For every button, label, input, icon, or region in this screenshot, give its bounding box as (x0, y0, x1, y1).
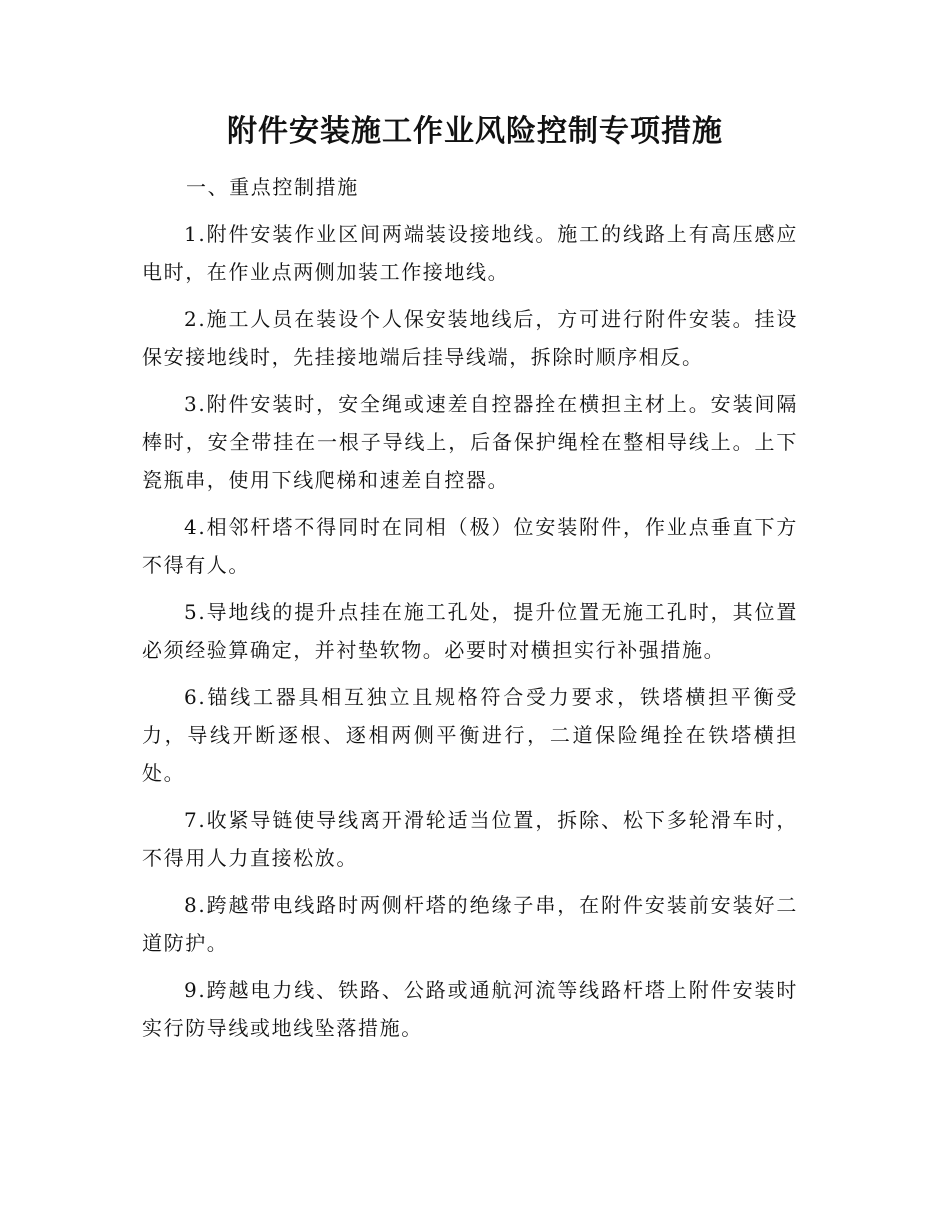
list-item: 6.锚线工器具相互独立且规格符合受力要求，铁塔横担平衡受力，导线开断逐根、逐相两侧平衡进行，二道保险绳拴在铁塔横担处。 (142, 685, 798, 785)
document-body (142, 168, 798, 1056)
list-item: 8.跨越带电线路时两侧杆塔的绝缘子串，在附件安装前安装好二道防护。 (142, 893, 798, 955)
section-heading: 一、重点控制措施 (186, 175, 359, 199)
list-item: 4.相邻杆塔不得同时在同相（极）位安装附件，作业点垂直下方不得有人。 (142, 515, 798, 577)
list-item: 9.跨越电力线、铁路、公路或通航河流等线路杆塔上附件安装时实行防导线或地线坠落措施。 (142, 978, 798, 1040)
list-item: 7.收紧导链使导线离开滑轮适当位置，拆除、松下多轮滑车时，不得用人力直接松放。 (142, 808, 798, 870)
list-item: 2.施工人员在装设个人保安装地线后，方可进行附件安装。挂设保安接地线时，先挂接地端后挂导线端，拆除时顺序相反。 (142, 307, 798, 369)
list-item: 3.附件安装时，安全绳或速差自控器拴在横担主材上。安装间隔棒时，安全带挂在一根子导线上，后备保护绳栓在整相导线上。上下瓷瓶串，使用下线爬梯和速差自控器。 (142, 392, 798, 492)
list-item: 1.附件安装作业区间两端装设接地线。施工的线路上有高压感应电时，在作业点两侧加装工作接地线。 (142, 222, 798, 284)
list-item: 5.导地线的提升点挂在施工孔处，提升位置无施工孔时，其位置必须经验算确定，并衬垫软物。必要时对横担实行补强措施。 (142, 600, 798, 662)
document-title: 附件安装施工作业风险控制专项措施 (227, 114, 723, 149)
